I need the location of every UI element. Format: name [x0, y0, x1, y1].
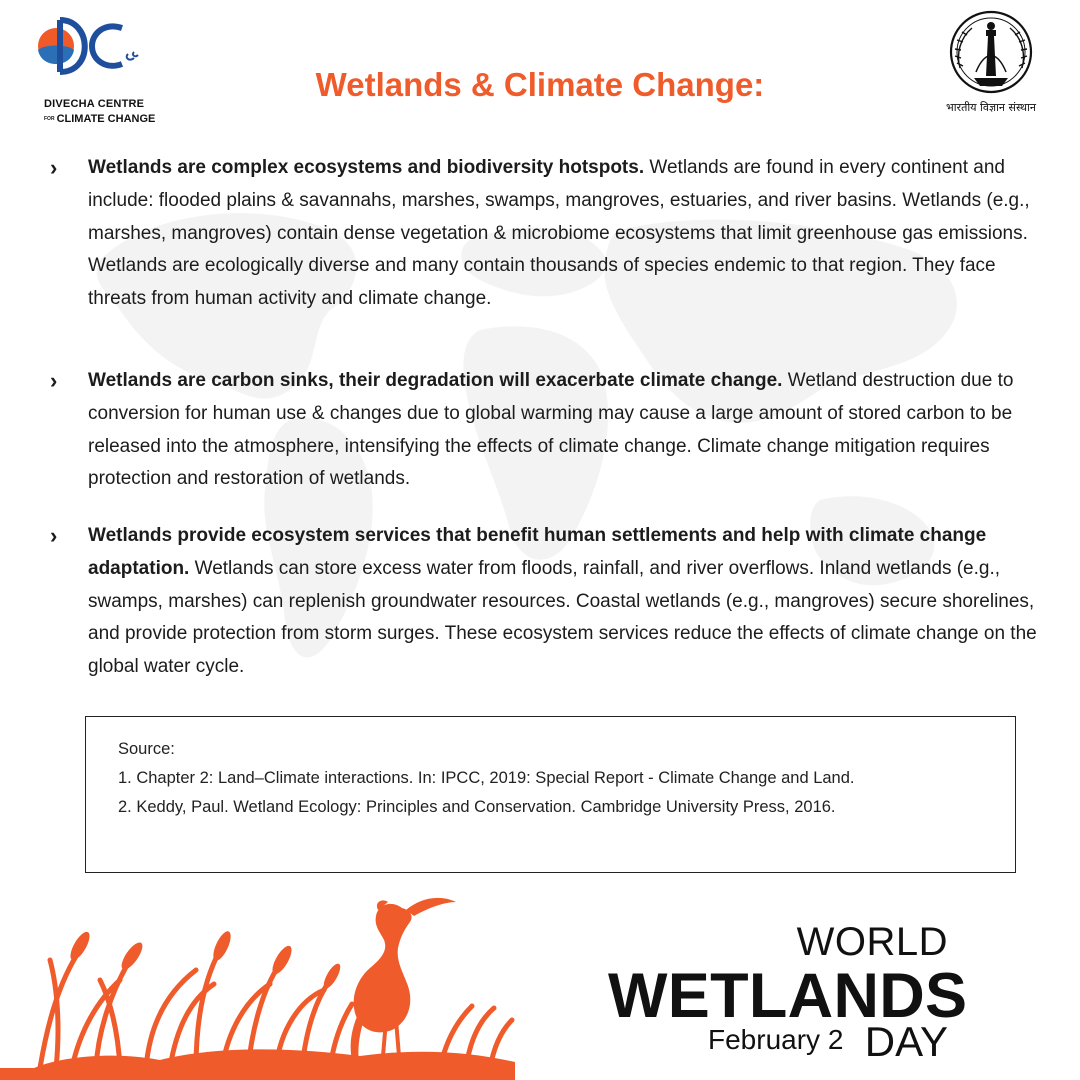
org-name-line1: DIVECHA CENTRE [44, 98, 145, 110]
bullet-heading: Wetlands are carbon sinks, their degradation will exacerbate climate change. [88, 370, 783, 391]
org-name-line2 [44, 113, 155, 125]
world-label: WORLD [796, 920, 948, 964]
chevron-right-icon: › [50, 523, 58, 548]
bullet-item [50, 520, 1040, 684]
bullet-heading: Wetlands are complex ecosystems and biodiversity hotspots. [88, 157, 645, 178]
source-reference: 1. Chapter 2: Land–Climate interactions. In: IPCC, 2019: Special Report - Climate Change and Land. [118, 769, 855, 787]
source-heading: Source: [118, 740, 175, 758]
page-title: Wetlands & Climate Change: [315, 66, 765, 103]
bullet-text: Wetlands are found in every continent and include: flooded plains & savannahs, marshes, swamps, mangroves, estuaries, and river basins. Wetlands (e.g., marshes, mangroves) contain dense vegetation & microbiome ecosystems that limit greenhouse gas emissions. Wetlands are ecologically diverse and many contain thousands of species endemic to that region. They face threats from human activity and climate change. [88, 157, 1030, 310]
source-reference: 2. Keddy, Paul. Wetland Ecology: Principles and Conservation. Cambridge University Press, 2016. [118, 798, 836, 816]
bullet-text: Wetland destruction due to conversion for human use & changes due to global warming may cause a large amount of stored carbon to be released into the atmosphere, intensifying the effects of climate change. Climate change mitigation requires protection and restoration of wetlands. [88, 370, 1014, 490]
bullet-heading: Wetlands provide ecosystem services that benefit human settlements and help with climate change adaptation. [88, 525, 987, 579]
source-box [85, 716, 1016, 873]
iisc-logo [936, 8, 1046, 114]
bullet-item [50, 152, 1040, 316]
bullet-text: Wetlands can store excess water from floods, rainfall, and river overflows. Inland wetlands (e.g., swamps, marshes) can replenish groundwater resources. Coastal wetlands (e.g., mangroves) secure shorelines, and provide protection from storm surges. These ecosystem services reduce the effects of climate change on the global water cycle. [88, 557, 1037, 678]
heron-grass-illustration [0, 880, 520, 1080]
bullet-item [50, 365, 1040, 496]
chevron-right-icon: › [50, 368, 58, 393]
iisc-caption: भारतीय विज्ञान संस्थान [945, 101, 1037, 114]
org-name-line2-text: CLIMATE CHANGE [56, 113, 156, 125]
world-wetlands-day-badge [600, 920, 968, 1070]
chevron-right-icon: › [50, 155, 58, 180]
org-name-small: FOR [44, 116, 55, 123]
iisc-emblem-icon [936, 8, 1046, 100]
wetlands-label: WETLANDS [608, 961, 968, 1031]
event-date: February 2 [708, 1024, 844, 1055]
day-label: DAY [864, 1018, 948, 1065]
